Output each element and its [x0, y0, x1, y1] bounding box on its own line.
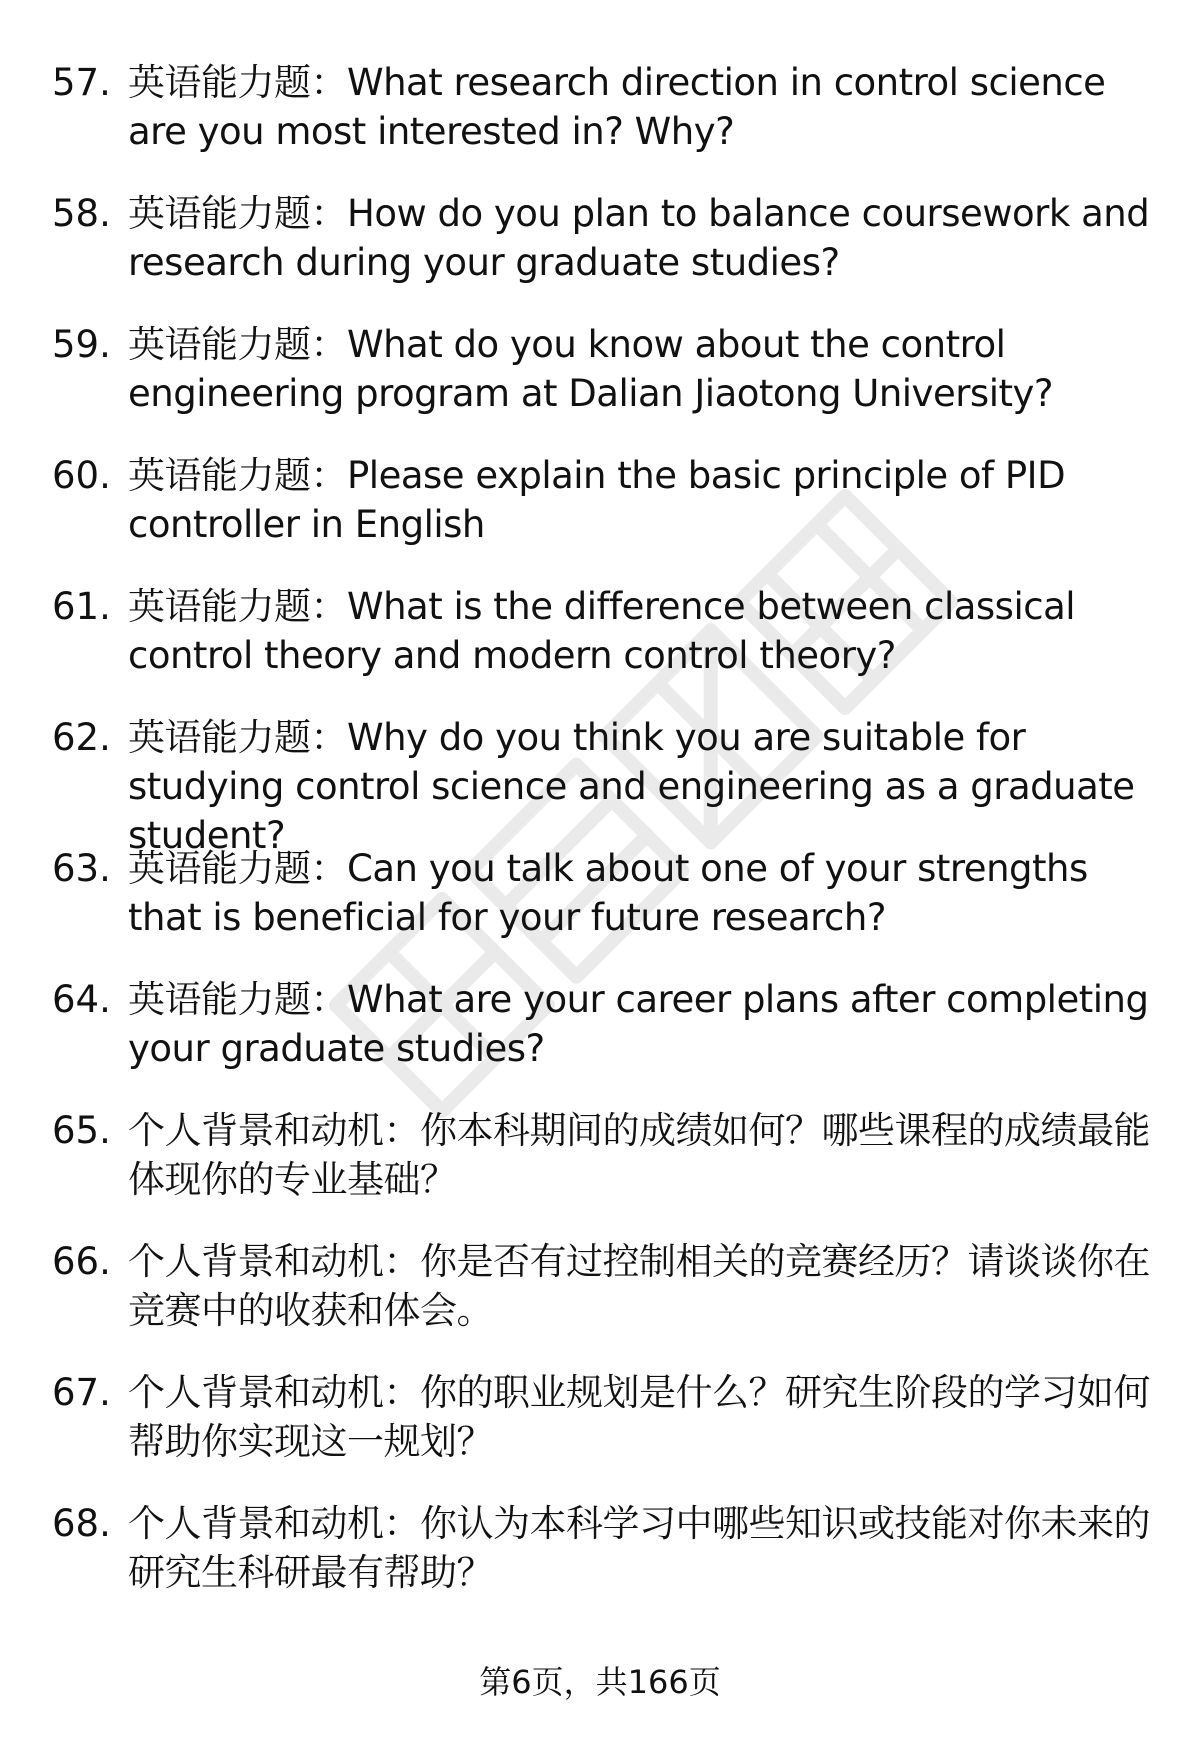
question-text: 英语能力题：How do you plan to balance coursework and research during your graduate studies? — [128, 192, 1150, 284]
question-text: 个人背景和动机：你是否有过控制相关的竞赛经历？请谈谈你在竞赛中的收获和体会。 — [128, 1240, 1150, 1332]
question-item — [0, 713, 1200, 857]
question-item — [0, 1499, 1200, 1597]
question-text: 英语能力题：Why do you think you are suitable for studying control science and engineering as a graduate student? — [128, 716, 1135, 857]
question-number: 66. — [52, 1240, 111, 1283]
question-item — [0, 320, 1200, 418]
question-item — [0, 1368, 1200, 1466]
question-number: 65. — [52, 1109, 111, 1152]
question-text: 英语能力题：What research direction in control science are you most interested in? Why? — [128, 61, 1106, 153]
question-text: 英语能力题：What is the difference between classical control theory and modern control theory? — [128, 585, 1076, 677]
question-item — [0, 58, 1200, 156]
question-number: 64. — [52, 978, 111, 1021]
question-text: 英语能力题：Please explain the basic principle of PID controller in English — [128, 454, 1066, 546]
question-number: 61. — [52, 585, 111, 628]
question-number: 67. — [52, 1371, 111, 1414]
question-number: 57. — [52, 61, 111, 104]
question-item — [0, 975, 1200, 1073]
question-item — [0, 844, 1200, 942]
question-item — [0, 582, 1200, 680]
question-item — [0, 1237, 1200, 1335]
question-number: 63. — [52, 847, 111, 890]
question-text: 个人背景和动机：你本科期间的成绩如何？哪些课程的成绩最能体现你的专业基础？ — [128, 1109, 1150, 1201]
question-number: 58. — [52, 192, 111, 235]
question-text: 英语能力题：What are your career plans after completing your graduate studies? — [128, 978, 1149, 1070]
question-text: 英语能力题：What do you know about the control engineering program at Dalian Jiaotong University? — [128, 323, 1054, 415]
question-item — [0, 189, 1200, 287]
question-item — [0, 1106, 1200, 1204]
question-number: 62. — [52, 716, 111, 759]
question-text: 英语能力题：Can you talk about one of your strengths that is beneficial for your future research? — [128, 847, 1088, 939]
question-number: 60. — [52, 454, 111, 497]
page-footer — [0, 1662, 1200, 1702]
question-text: 个人背景和动机：你的职业规划是什么？研究生阶段的学习如何帮助你实现这一规划？ — [128, 1371, 1150, 1463]
question-number: 68. — [52, 1502, 111, 1545]
question-item — [0, 451, 1200, 549]
page-number-label: 第6页，共166页 — [479, 1663, 721, 1701]
question-list — [0, 58, 1200, 1630]
question-number: 59. — [52, 323, 111, 366]
question-text: 个人背景和动机：你认为本科学习中哪些知识或技能对你未来的研究生科研最有帮助？ — [128, 1502, 1150, 1594]
